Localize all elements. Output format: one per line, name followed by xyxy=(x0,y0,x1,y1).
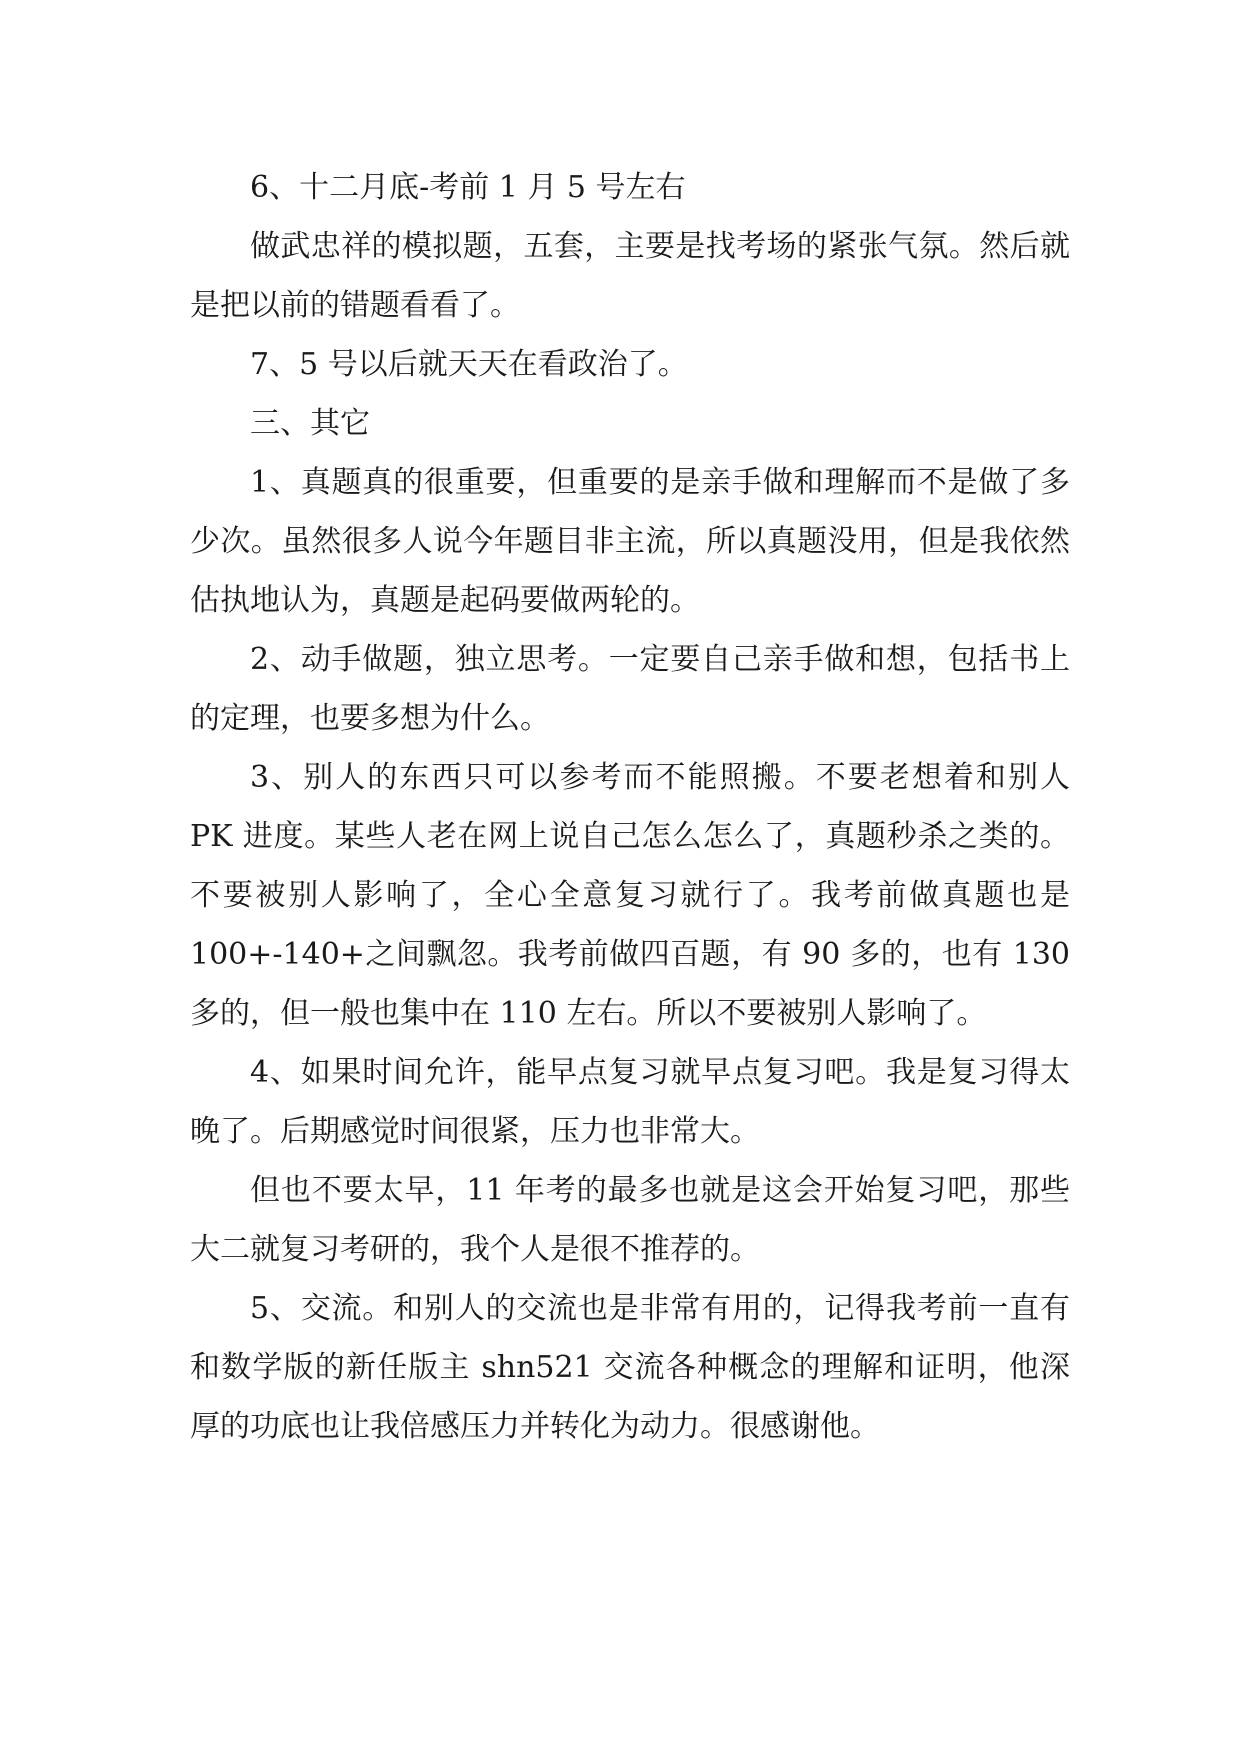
document-body xyxy=(190,158,1070,1456)
section-heading-others: 三、其它 xyxy=(250,406,370,441)
paragraph-5-communication: 5、交流。和别人的交流也是非常有用的，记得我考前一直有和数学版的新任版主 shn521 交流各种概念的理解和证明，他深厚的功底也让我倍感压力并转化为动力。很感谢他。 xyxy=(190,1291,1070,1444)
paragraph-4-start-early: 4、如果时间允许，能早点复习就早点复习吧。我是复习得太晚了。后期感觉时间很紧，压力也非常大。 xyxy=(190,1055,1070,1149)
paragraph-1-real-exams: 1、真题真的很重要，但重要的是亲手做和理解而不是做了多少次。虽然很多人说今年题目非主流，所以真题没用，但是我依然估执地认为，真题是起码要做两轮的。 xyxy=(190,465,1070,618)
paragraph-mock-exams: 做武忠祥的模拟题，五套，主要是找考场的紧张气氛。然后就是把以前的错题看看了。 xyxy=(190,229,1070,323)
paragraph-3-reference-others: 3、别人的东西只可以参考而不能照搬。不要老想着和别人 PK 进度。某些人老在网上说自己怎么怎么了，真题秒杀之类的。不要被别人影响了，全心全意复习就行了。我考前做真题也是 100+-140+之间飘忽。我考前做四百题，有 90 多的，也有 130 多的，但一般也集中在 110 左右。所以不要被别人影响了。 xyxy=(190,760,1070,1031)
paragraph-7-politics: 7、5 号以后就天天在看政治了。 xyxy=(250,347,688,382)
paragraph-not-too-early: 但也不要太早，11 年考的最多也就是这会开始复习吧，那些大二就复习考研的，我个人是很不推荐的。 xyxy=(190,1173,1070,1267)
paragraph-6-heading: 6、十二月底-考前 1 月 5 号左右 xyxy=(250,170,686,205)
paragraph-2-independent-thinking: 2、动手做题，独立思考。一定要自己亲手做和想，包括书上的定理，也要多想为什么。 xyxy=(190,642,1070,736)
